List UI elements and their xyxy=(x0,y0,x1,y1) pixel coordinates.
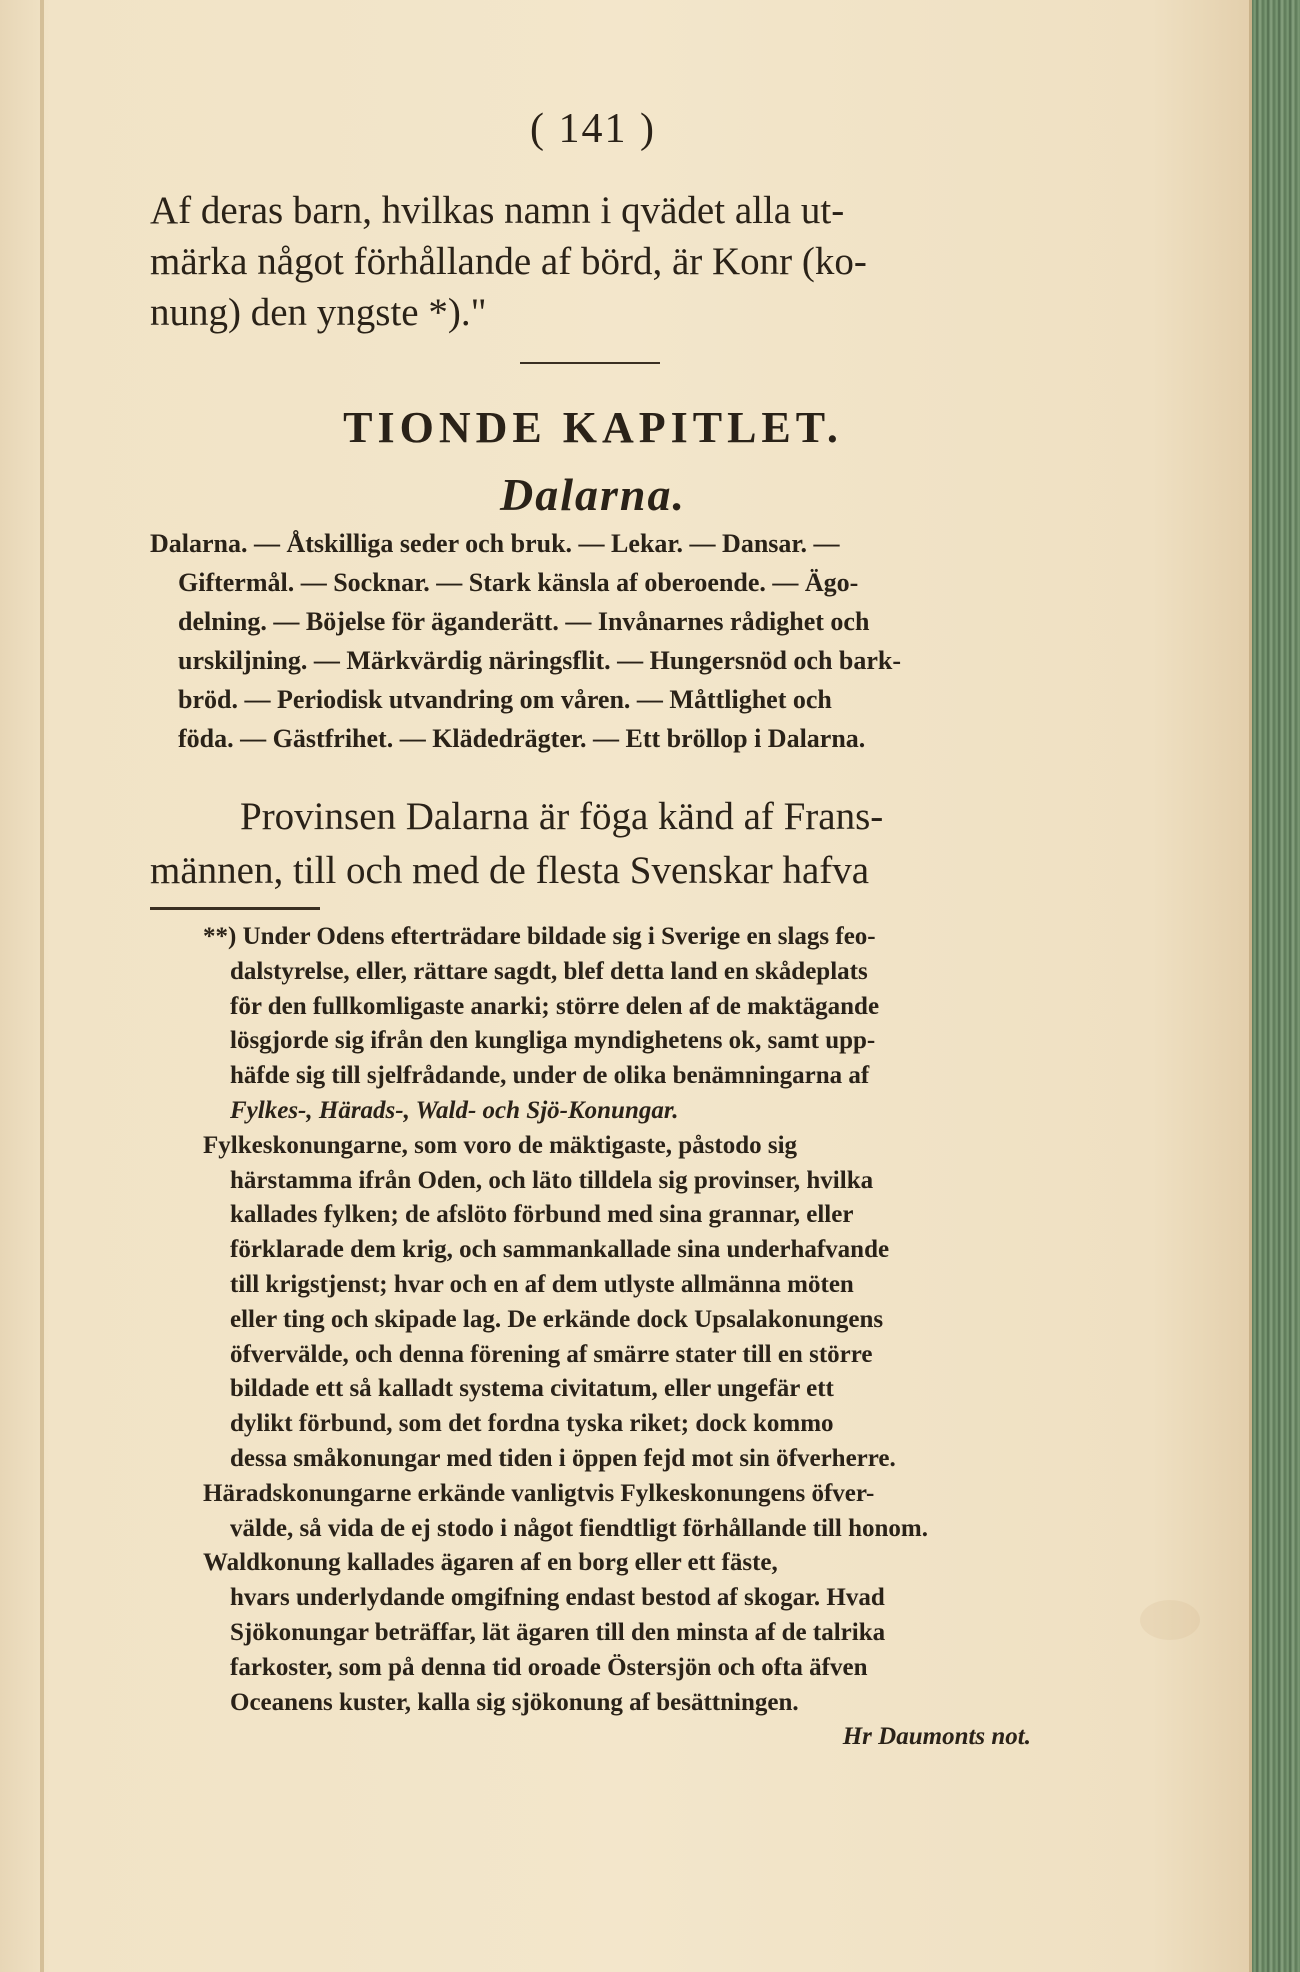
footnote-line: Fylkeskonungarne, som voro de mäktigaste, påstodo sig xyxy=(203,1131,798,1159)
section-divider xyxy=(520,362,660,364)
footnote-line: Oceanens kuster, kalla sig sjökonung af besättningen. xyxy=(230,1688,799,1716)
footnote-line: Sjökonungar beträffar, lät ägaren till den minsta af de talrika xyxy=(230,1618,886,1646)
green-book-binding xyxy=(1249,0,1300,1972)
summary-line: Giftermål. — Socknar. — Stark känsla af oberoende. — Ägo- xyxy=(178,568,859,597)
paper-stain xyxy=(1140,1600,1200,1640)
footnote-line: bildade ett så kalladt systema civitatum, eller ungefär ett xyxy=(230,1375,834,1403)
footnote-line: kallades fylken; de afslöto förbund med sina grannar, eller xyxy=(230,1201,854,1229)
footnote-line: till krigstjenst; hvar och en af dem utlyste allmänna möten xyxy=(230,1270,854,1298)
page-number: ( 141 ) xyxy=(530,106,656,152)
paragraph-line-1: Provinsen Dalarna är föga känd af Frans- xyxy=(240,795,884,838)
chapter-subtitle: Dalarna. xyxy=(500,469,686,520)
footnote-line: dylikt förbund, som det fordna tyska riket; dock kommo xyxy=(230,1410,834,1438)
footnote-signature: Hr Daumonts not. xyxy=(842,1723,1031,1751)
footnote-line: dessa småkonungar med tiden i öppen fejd mot sin öfverherre. xyxy=(230,1444,896,1472)
summary-line: delning. — Böjelse för äganderätt. — Invånarnes rådighet och xyxy=(178,607,870,636)
footnote-line: Waldkonung kallades ägaren af en borg eller ett fäste, xyxy=(203,1549,778,1577)
opening-text xyxy=(150,185,1036,338)
footnote-line: härstamma ifrån Oden, och läto tilldela sig provinser, hvilka xyxy=(230,1166,874,1194)
paragraph-line-2: männen, till och med de flesta Svenskar hafva xyxy=(150,849,870,892)
summary-line: bröd. — Periodisk utvandring om våren. — Måttlighet och xyxy=(178,685,832,714)
opening-line-1: Af deras barn, hvilkas namn i qvädet alla ut- xyxy=(150,189,845,232)
summary-line: urskiljning. — Märkvärdig näringsflit. — Hungersnöd och bark- xyxy=(178,646,902,675)
footnote-line: Häradskonungarne erkände vanligtvis Fylkeskonungens öfver- xyxy=(203,1479,875,1507)
chapter-summary xyxy=(150,524,1036,758)
opening-line-3: nung) den yngste *)." xyxy=(150,291,487,334)
main-paragraph xyxy=(150,790,1036,898)
footnote-line: eller ting och skipade lag. De erkände dock Upsalakonungens xyxy=(230,1305,884,1333)
chapter-title: TIONDE KAPITLET. xyxy=(343,403,843,452)
footnote-line: hvars underlydande omgifning endast bestod af skogar. Hvad xyxy=(230,1584,885,1612)
footnote-divider xyxy=(150,907,320,910)
summary-line: Dalarna. — Åtskilliga seder och bruk. — Lekar. — Dansar. — xyxy=(150,529,840,558)
footnote-line: **) Under Odens efterträdare bildade sig i Sverige en slags feo- xyxy=(203,923,876,950)
footnote-line: välde, så vida de ej stodo i något fiendtligt förhållande till honom. xyxy=(230,1514,928,1542)
footnote-line: häfde sig till sjelfrådande, under de olika benämningarna af xyxy=(230,1062,870,1090)
footnote-line: öfvervälde, och denna förening af smärre stater till en större xyxy=(230,1340,873,1368)
footnote-line: Fylkes-, Härads-, Wald- och Sjö-Konungar. xyxy=(230,1096,679,1124)
page-edge-shadow xyxy=(40,0,44,1972)
footnote-line: lösgjorde sig ifrån den kungliga myndighetens ok, samt upp- xyxy=(230,1027,876,1055)
footnote-line: dalstyrelse, eller, rättare sagdt, blef detta land en skådeplats xyxy=(230,957,868,985)
footnote-line: för den fullkomligaste anarki; större delen af de maktägande xyxy=(230,992,880,1020)
opening-line-2: märka något förhållande af börd, är Konr (ko- xyxy=(150,240,867,283)
footnote-line: farkoster, som på denna tid oroade Östersjön och ofta äfven xyxy=(230,1653,868,1681)
footnote xyxy=(150,920,1036,1755)
footnote-line: förklarade dem krig, och sammankallade sina underhafvande xyxy=(230,1236,890,1264)
summary-line: föda. — Gästfrihet. — Klädedrägter. — Ett bröllop i Dalarna. xyxy=(178,724,866,753)
